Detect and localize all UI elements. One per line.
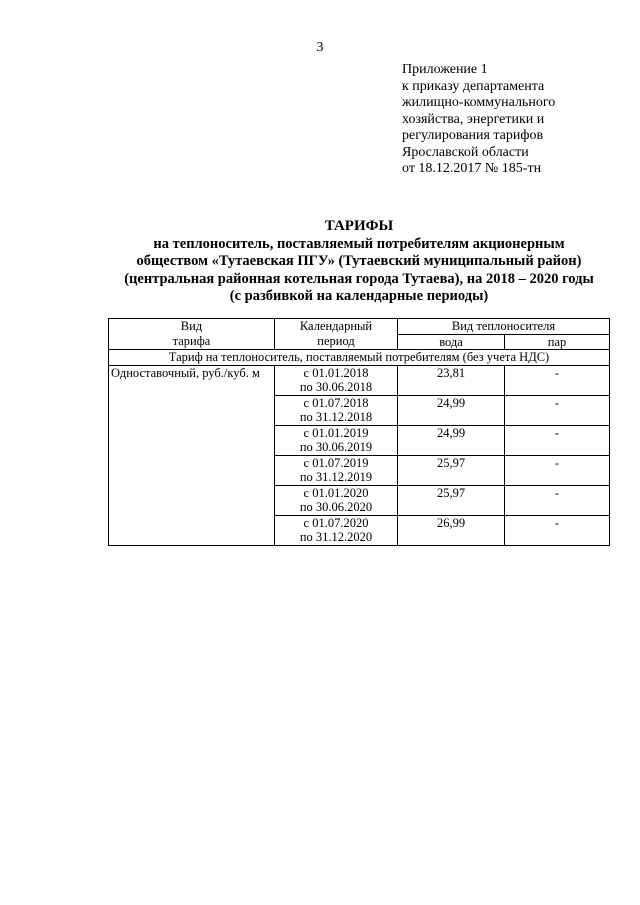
- water-value: 24,99: [398, 395, 505, 425]
- period-from: с 01.07.2020: [303, 515, 369, 530]
- period-from: с 01.07.2019: [303, 455, 369, 470]
- header-tariff-type: [109, 319, 275, 350]
- header-carrier-type: Вид теплоносителя: [398, 319, 610, 335]
- steam-value: -: [505, 515, 610, 545]
- title-line: обществом «Тутаевская ПГУ» (Тутаевский муниципальный район): [136, 253, 582, 269]
- steam-value: -: [505, 455, 610, 485]
- appendix-line: регулирования тарифов: [402, 128, 544, 143]
- header-text: Календарный: [299, 319, 373, 333]
- period-to: по 30.06.2019: [299, 440, 373, 454]
- steam-value: -: [505, 395, 610, 425]
- period-cell: [275, 455, 398, 485]
- period-to: по 30.06.2018: [299, 380, 373, 394]
- appendix-line: от 18.12.2017 № 185-тн: [402, 161, 542, 176]
- period-cell: [275, 425, 398, 455]
- appendix-note: [402, 62, 555, 178]
- appendix-line: Ярославской области: [402, 144, 529, 160]
- period-to: по 31.12.2019: [299, 470, 373, 484]
- section-title: Тариф на теплоноситель, поставляемый потребителям (без учета НДС): [109, 350, 610, 366]
- steam-value: -: [505, 425, 610, 455]
- period-to: по 31.12.2020: [299, 530, 373, 544]
- header-text: период: [317, 333, 355, 348]
- period-cell: [275, 365, 398, 395]
- document-title: [0, 218, 640, 306]
- appendix-line: хозяйства, энергетики и: [402, 111, 545, 127]
- period-from: с 01.01.2019: [303, 425, 369, 440]
- header-text: тарифа: [172, 333, 211, 348]
- period-from: с 01.01.2020: [303, 485, 369, 500]
- period-cell: [275, 395, 398, 425]
- period-from: с 01.07.2018: [303, 395, 369, 410]
- water-value: 25,97: [398, 485, 505, 515]
- title-line: (центральная районная котельная города Тутаева), на 2018 – 2020 годы: [124, 270, 594, 287]
- title-line: (с разбивкой на календарные периоды): [229, 288, 489, 304]
- water-value: 26,99: [398, 515, 505, 545]
- period-cell: [275, 515, 398, 545]
- header-steam: пар: [505, 334, 610, 350]
- water-value: 25,97: [398, 455, 505, 485]
- tariff-table: [108, 318, 610, 546]
- period-cell: [275, 485, 398, 515]
- header-text: Вид: [180, 319, 203, 333]
- table-row: [109, 365, 610, 395]
- header-water: вода: [398, 334, 505, 350]
- title-line: на теплоноситель, поставляемый потребителям акционерным: [153, 235, 565, 252]
- tariff-name-cell: Одноставочный, руб./куб. м: [109, 365, 275, 545]
- page-number: 3: [316, 40, 324, 55]
- steam-value: -: [505, 485, 610, 515]
- period-to: по 30.06.2020: [299, 500, 373, 514]
- period-from: с 01.01.2018: [303, 365, 369, 380]
- title-main: ТАРИФЫ: [324, 218, 394, 234]
- table-header-row: [109, 319, 610, 335]
- period-to: по 31.12.2018: [299, 410, 373, 424]
- appendix-line: Приложение 1: [402, 62, 488, 77]
- steam-value: -: [505, 365, 610, 395]
- section-row: [109, 350, 610, 366]
- header-period: [275, 319, 398, 350]
- appendix-line: жилищно-коммунального: [402, 95, 556, 110]
- appendix-line: к приказу департамента: [402, 78, 545, 94]
- water-value: 23,81: [398, 365, 505, 395]
- water-value: 24,99: [398, 425, 505, 455]
